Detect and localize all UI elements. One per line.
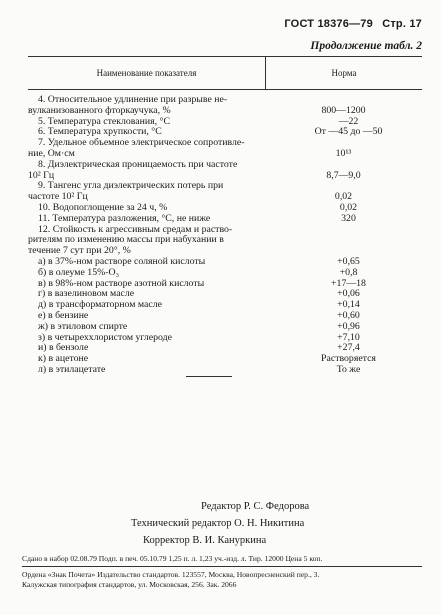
- table-row: [28, 214, 422, 225]
- table-row: [28, 203, 422, 214]
- table-row: [28, 279, 422, 290]
- row-value: 10¹³: [335, 147, 352, 159]
- table-header: [28, 56, 422, 90]
- column-header-norm: Норма: [266, 57, 423, 90]
- table-body: [28, 95, 422, 376]
- row-name: частоте 10² Гц: [28, 192, 88, 203]
- row-name: 11. Температура разложения, °С, не ниже: [38, 213, 211, 224]
- row-value: 0,02: [339, 201, 358, 213]
- row-value: [265, 235, 422, 246]
- row-value: Растворяется: [321, 353, 376, 365]
- table-continuation-label: Продолжение табл. 2: [310, 40, 422, 52]
- row-name: ж) в этиловом спирте: [38, 321, 128, 332]
- table-row: [28, 311, 422, 322]
- row-name: а) в 37%-ном растворе соляной кислоты: [38, 256, 206, 267]
- table-row: [28, 192, 422, 203]
- row-name: в) в 98%-ном растворе азотной кислоты: [38, 278, 205, 289]
- row-value: +0,65: [337, 255, 360, 267]
- row-value: 8,7—9,0: [326, 169, 361, 181]
- table-row: [28, 171, 422, 182]
- row-name: 8. Диэлектрическая проницаемость при частоте: [38, 159, 238, 170]
- table-row: [28, 257, 422, 268]
- table-row: [28, 354, 422, 365]
- row-name: и) в бензоле: [38, 343, 89, 354]
- row-name: л) в этилацетате: [38, 364, 106, 375]
- table-row: [28, 333, 422, 344]
- row-name: 7. Удельное объемное электрическое сопротивле-: [38, 138, 245, 149]
- row-name: 12. Стойкость к агрессивным средам и раство-: [38, 224, 233, 235]
- row-name: 10. Водопоглощение за 24 ч, %: [38, 202, 168, 213]
- table-row: [28, 268, 422, 279]
- table-row: [28, 149, 422, 160]
- row-value: +0,96: [337, 320, 360, 332]
- row-value: 800—1200: [321, 104, 366, 116]
- footer-divider: [22, 566, 422, 567]
- row-name: з) в четыреххлористом углероде: [38, 332, 173, 343]
- row-value: +0,60: [337, 309, 360, 321]
- row-value: +0,06: [337, 288, 360, 300]
- row-value: +7,10: [337, 331, 360, 343]
- row-name: д) в трансформаторном масле: [38, 300, 162, 311]
- table-row: [28, 365, 422, 376]
- row-value: От —45 до —50: [314, 126, 383, 138]
- row-name: 9. Тангенс угла диэлектрических потерь при: [38, 181, 224, 192]
- row-value: То же: [336, 363, 361, 375]
- standard-number: ГОСТ 18376—79: [284, 18, 373, 30]
- table-end-rule: [186, 376, 232, 377]
- table-row: [28, 289, 422, 300]
- row-name: 6. Температура хрупкости, °С: [38, 127, 162, 138]
- corrector-line: Корректор В. И. Кануркина: [143, 535, 267, 546]
- table-row: [28, 246, 422, 257]
- row-value: +0,8: [339, 266, 358, 278]
- row-value: +0,14: [337, 299, 360, 311]
- row-name: е) в бензине: [38, 310, 89, 321]
- row-name: рителям по изменению массы при набухании в: [28, 235, 224, 246]
- page-header: [284, 18, 422, 30]
- table-row: [28, 300, 422, 311]
- row-name: вулканизованного фторкаучука, %: [28, 105, 171, 116]
- imprint-line-2: Ордена «Знак Почета» Издательство стандартов. 123557, Москва, Новопресненский пер., 3.: [22, 570, 320, 579]
- row-value: [275, 160, 422, 171]
- table-row: [28, 138, 422, 149]
- row-name: к) в ацетоне: [38, 354, 89, 365]
- row-value: 0,02: [334, 191, 353, 203]
- imprint-footer: [22, 554, 422, 590]
- row-name: ние, Ом·см: [28, 148, 75, 159]
- table-row: [28, 160, 422, 171]
- table-row: [28, 127, 422, 138]
- imprint-line-3: Калужская типография стандартов, ул. Московская, 256. Зак. 2066: [22, 580, 237, 589]
- table-row: [28, 106, 422, 117]
- table-row: [28, 322, 422, 333]
- row-value: 320: [341, 212, 356, 224]
- table-row: [28, 225, 422, 236]
- column-header-name: Наименование показателя: [28, 57, 266, 90]
- imprint-line-1: Сдано в набор 02.08.79 Подп. в печ. 05.10.79 1,25 п. л. 1,23 уч.-изд. л. Тир. 12000 Цена 5 коп.: [22, 554, 323, 563]
- editor-line: Редактор Р. С. Федорова: [201, 501, 310, 512]
- row-value: [275, 225, 422, 236]
- row-value: +27,4: [337, 342, 360, 354]
- row-value: —22: [338, 115, 359, 127]
- tech-editor-line: Технический редактор О. Н. Никитина: [131, 518, 305, 529]
- row-name: б) в олеуме 15%-O₃: [38, 267, 120, 278]
- row-name: течение 7 сут при 20°, %: [28, 246, 131, 257]
- row-name: г) в вазелиновом масле: [38, 289, 135, 300]
- table-row: [28, 181, 422, 192]
- table-row: [28, 235, 422, 246]
- row-name: 10² Гц: [28, 170, 55, 181]
- row-name: 4. Относительное удлинение при разрыве не-: [38, 95, 228, 105]
- row-value: +17—18: [331, 277, 366, 289]
- row-name: 5. Температура стеклования, °С: [38, 116, 170, 127]
- page-number: Стр. 17: [382, 18, 422, 30]
